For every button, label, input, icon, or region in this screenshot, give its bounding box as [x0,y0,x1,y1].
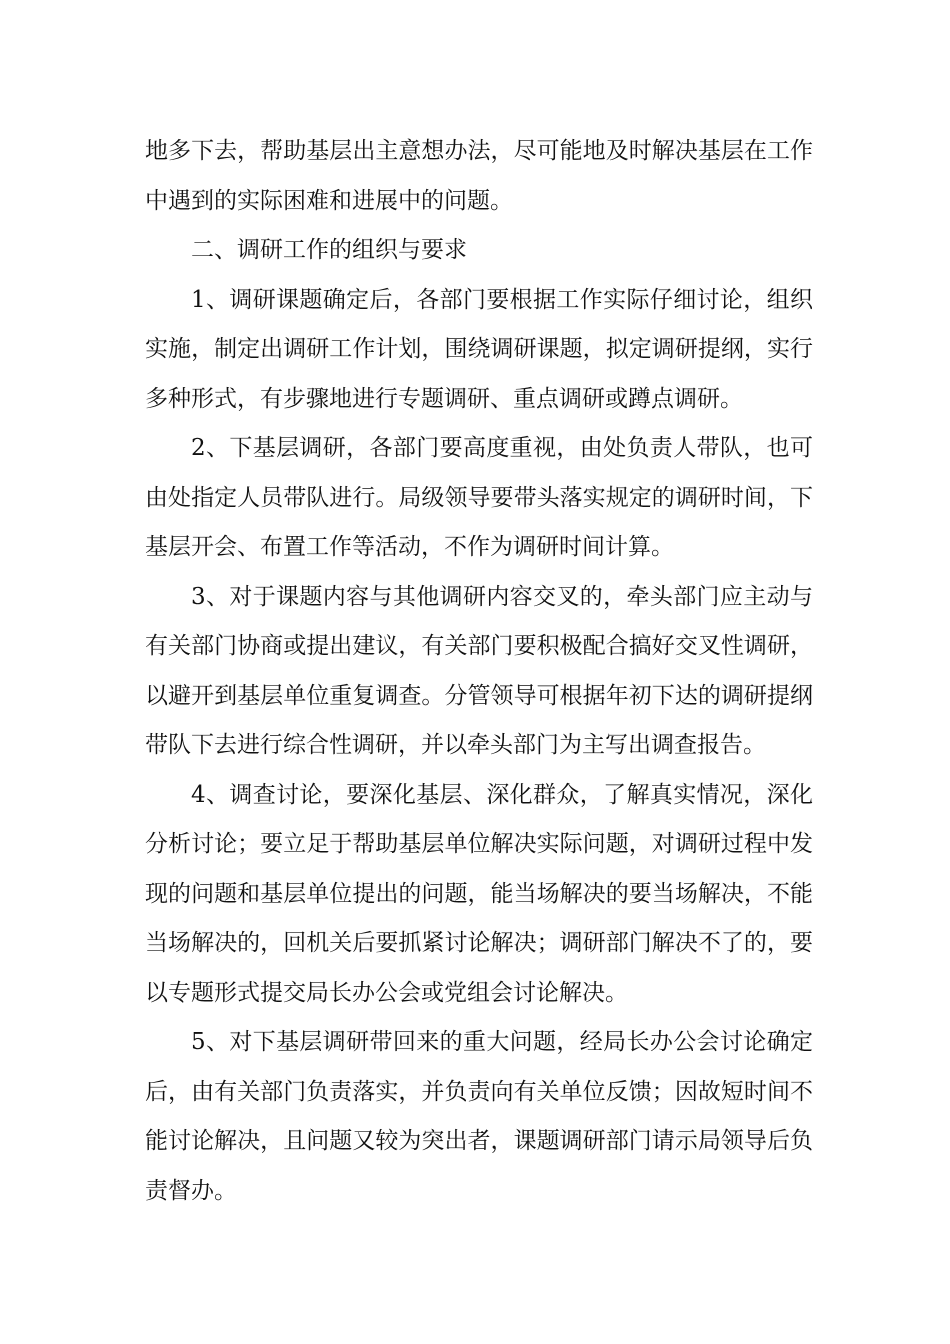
document-body [145,127,813,1216]
paragraph-item-2: 2、下基层调研，各部门要高度重视，由处负责人带队，也可由处指定人员带队进行。局级领导要带头落实规定的调研时间，下基层开会、布置工作等活动，不作为调研时间计算。 [145,435,813,560]
paragraph-item-3: 3、对于课题内容与其他调研内容交叉的，牵头部门应主动与有关部门协商或提出建议，有关部门要积极配合搞好交叉性调研，以避开到基层单位重复调查。分管领导可根据年初下达的调研提纲带队下去进行综合性调研，并以牵头部门为主写出调查报告。 [145,583,813,758]
paragraph-item-4: 4、调查讨论，要深化基层、深化群众，了解真实情况，深化分析讨论；要立足于帮助基层单位解决实际问题，对调研过程中发现的问题和基层单位提出的问题，能当场解决的要当场解决，不能当场解决的，回机关后要抓紧讨论解决；调研部门解决不了的，要以专题形式提交局长办公会或党组会讨论解决。 [145,781,813,1006]
paragraph-item-1: 1、调研课题确定后，各部门要根据工作实际仔细讨论，组织实施，制定出调研工作计划，围绕调研课题，拟定调研提纲，实行多种形式，有步骤地进行专题调研、重点调研或蹲点调研。 [145,286,813,412]
section-heading: 二、调研工作的组织与要求 [191,237,467,263]
paragraph-item-5: 5、对下基层调研带回来的重大问题，经局长办公会讨论确定后，由有关部门负责落实，并负责向有关单位反馈；因故短时间不能讨论解决，且问题又较为突出者，课题调研部门请示局领导后负责督办。 [145,1029,813,1204]
paragraph-continuation: 地多下去，帮助基层出主意想办法，尽可能地及时解决基层在工作中遇到的实际困难和进展中的问题。 [145,138,813,214]
